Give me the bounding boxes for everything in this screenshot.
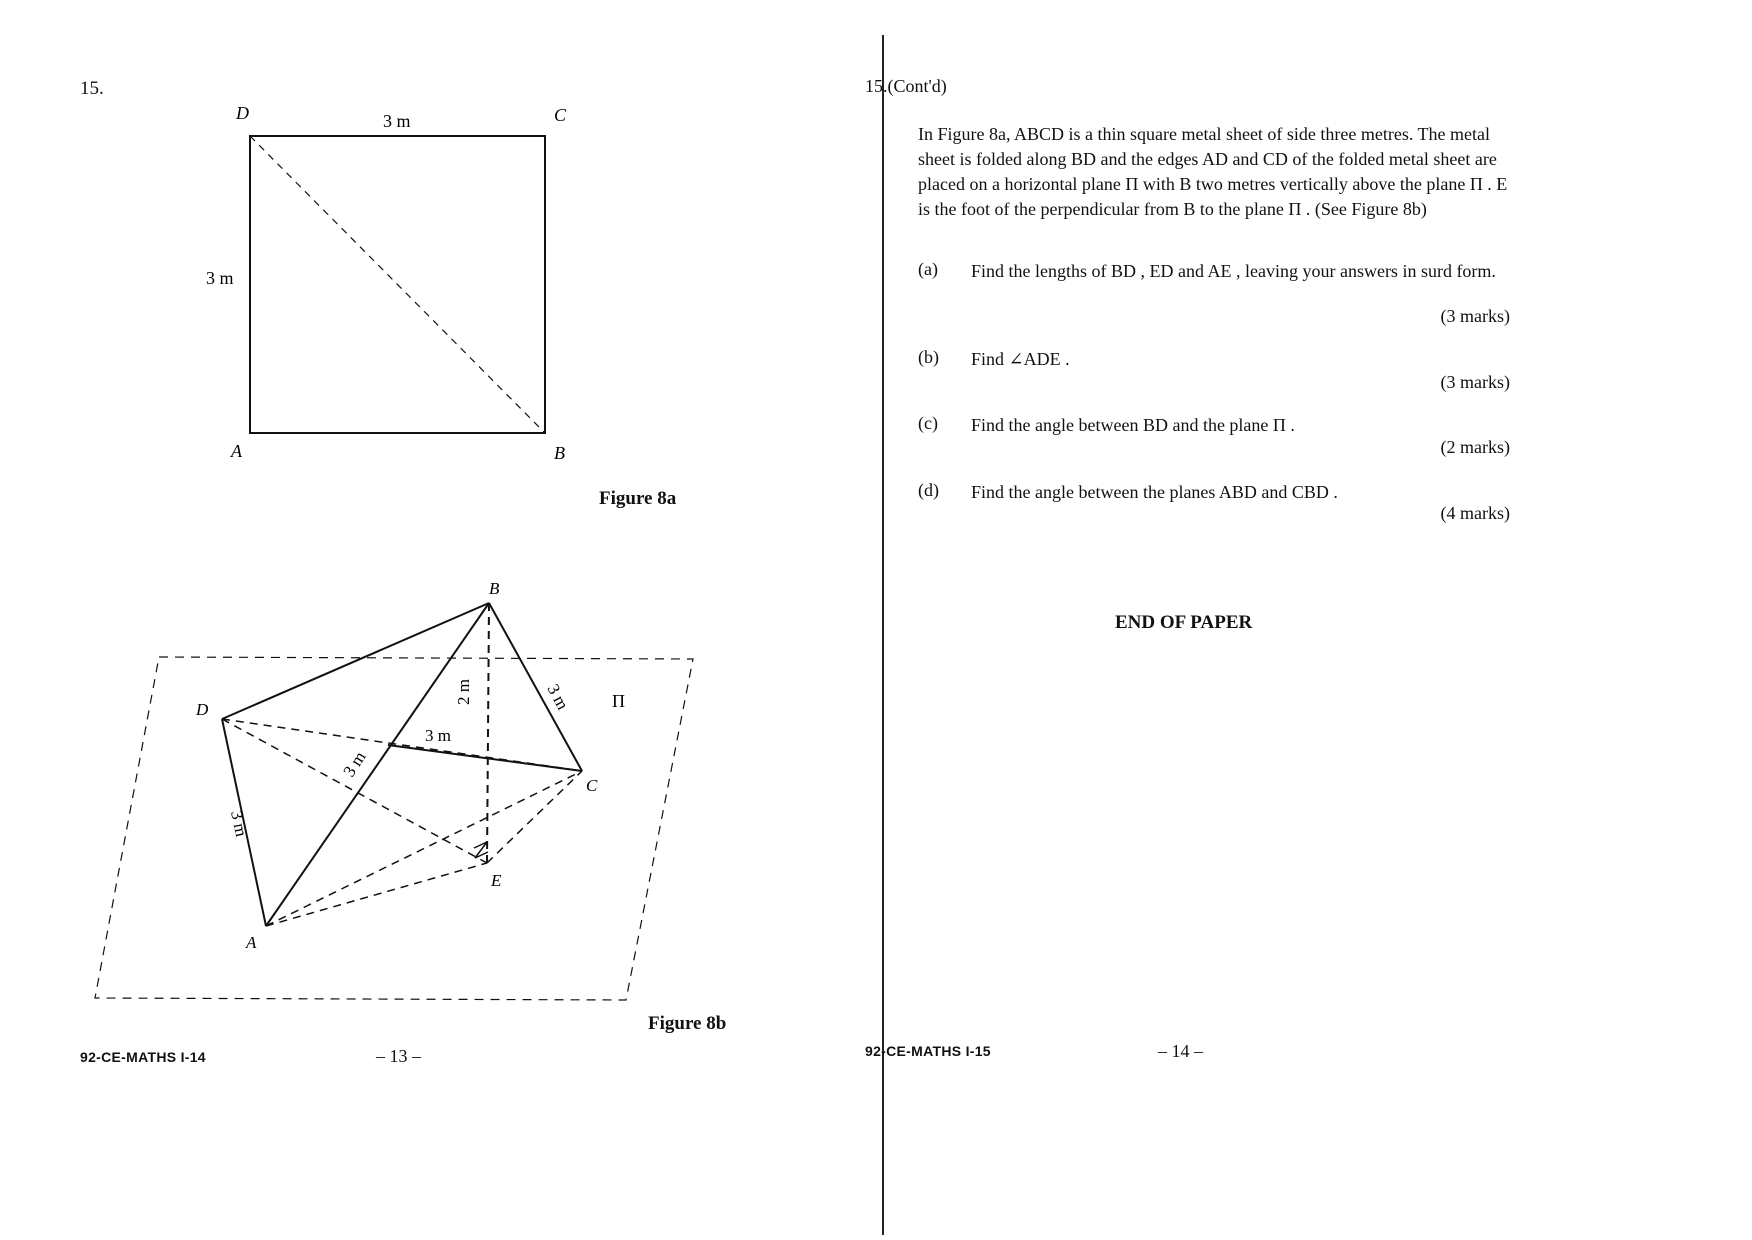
edge-label-bc: 3 m [543, 680, 573, 713]
part-b-label: (b) [918, 347, 939, 367]
vertex-label-a: A [246, 933, 257, 952]
side-label-top: 3 m [383, 111, 411, 131]
vertex-label-b: B [489, 579, 500, 598]
edge-be [487, 603, 489, 863]
footer-code: 92-CE-MATHS I-15 [865, 1043, 991, 1059]
part-c-text: Find the angle between BD and the plane Π . [971, 415, 1295, 435]
vertex-label-c: C [586, 776, 598, 795]
part-d-marks: (4 marks) [1440, 503, 1510, 523]
edge-label-be: 2 m [454, 679, 473, 705]
edge-ec [487, 771, 582, 863]
edge-ae [266, 863, 487, 926]
page-number: – 13 – [376, 1046, 421, 1066]
question-number: 15. [80, 78, 104, 99]
part-d-label: (d) [918, 480, 939, 500]
edge-label-da: 3 m [227, 808, 252, 839]
plane-label: Π [612, 691, 625, 711]
question-heading: 15.(Cont'd) [865, 76, 947, 96]
question-intro: In Figure 8a, ABCD is a thin square metal sheet of side three metres. The metal sheet is folded along BD and the edges AD and CD of the folded metal sheet are placed on a horizontal plane Π with B two metres vertically above the plane Π . E is the foot of the perpendicular from B to the plane Π . (See Figure 8b) [918, 124, 1508, 219]
part-c-label: (c) [918, 413, 938, 433]
right-angle-mark [474, 842, 488, 858]
vertex-label-e: E [491, 871, 502, 890]
vertex-label-a: A [231, 441, 242, 461]
end-of-paper: END OF PAPER [1115, 612, 1253, 633]
part-a-text: Find the lengths of BD , ED and AE , leaving your answers in surd form. [971, 261, 1496, 281]
edge-dc-visible [388, 745, 582, 771]
figure-8a-caption: Figure 8a [599, 488, 677, 509]
side-label-left: 3 m [206, 268, 234, 288]
part-a-label: (a) [918, 259, 938, 279]
edge-label-dc: 3 m [425, 726, 451, 745]
right-page [865, 0, 1752, 1240]
vertex-label-c: C [554, 105, 567, 125]
vertex-label-d: D [236, 103, 249, 123]
part-a-marks: (3 marks) [1440, 306, 1510, 326]
figure-8b-caption: Figure 8b [648, 1013, 727, 1034]
edge-label-ab: 3 m [339, 748, 370, 781]
vertex-label-d: D [196, 700, 209, 719]
footer-code: 92-CE-MATHS I-14 [80, 1049, 206, 1065]
part-d-text: Find the angle between the planes ABD and CBD . [971, 482, 1338, 502]
part-b-text: Find ∠ADE . [971, 349, 1070, 369]
page-number: – 14 – [1158, 1041, 1203, 1061]
part-c-marks: (2 marks) [1440, 437, 1510, 457]
edge-bc [489, 603, 582, 771]
edge-ac [266, 771, 582, 926]
vertex-label-b: B [554, 443, 565, 463]
plane-pi [95, 657, 693, 1000]
part-b-marks: (3 marks) [1440, 372, 1510, 392]
